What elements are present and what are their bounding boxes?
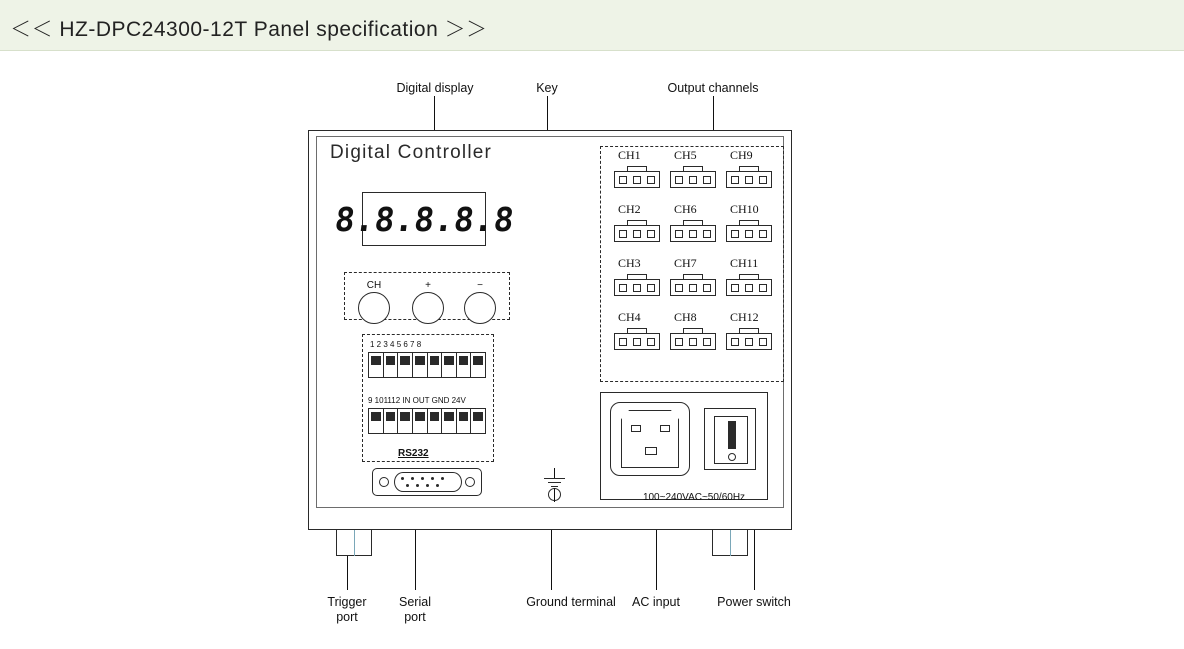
display-digits: 8.8.8.8.8	[332, 199, 516, 239]
power-switch-rocker-housing	[714, 416, 748, 464]
connector-pin	[689, 230, 697, 238]
connector-pin	[745, 338, 753, 346]
key-label-ch: CH	[366, 280, 382, 291]
ac-slot-earth	[645, 447, 657, 455]
channel-label-ch3: CH3	[618, 256, 641, 270]
connector-pin	[633, 284, 641, 292]
dip-cell[interactable]	[471, 409, 485, 433]
channel-connector-ch10[interactable]	[726, 220, 772, 242]
dip-cell[interactable]	[413, 353, 428, 377]
key-button-plus[interactable]	[412, 292, 444, 324]
db9-pin	[411, 477, 414, 480]
channel-label-ch6: CH6	[674, 202, 697, 216]
connector-pin	[633, 176, 641, 184]
connector-pin	[731, 230, 739, 238]
connector-pin	[619, 176, 627, 184]
header-bar	[0, 0, 1184, 51]
channel-label-ch7: CH7	[674, 256, 697, 270]
connector-pin	[647, 284, 655, 292]
dip-cell[interactable]	[471, 353, 485, 377]
serial-port-db9[interactable]	[372, 466, 482, 498]
channel-connector-ch1[interactable]	[614, 166, 660, 188]
dip-cell[interactable]	[457, 409, 472, 433]
channel-connector-ch3[interactable]	[614, 274, 660, 296]
dip-cell[interactable]	[384, 409, 399, 433]
dip-cell[interactable]	[398, 409, 413, 433]
channel-label-ch4: CH4	[618, 310, 641, 324]
db9-screw-left-icon	[379, 477, 389, 487]
dip-switch-top[interactable]	[368, 352, 486, 378]
dip-top-numbers: 1 2 3 4 5 6 7 8	[370, 340, 422, 349]
channel-label-ch2: CH2	[618, 202, 641, 216]
ground-terminal-icon	[540, 468, 570, 502]
channel-connector-ch2[interactable]	[614, 220, 660, 242]
connector-pin	[703, 176, 711, 184]
key-label-plus: +	[425, 280, 431, 291]
db9-pin	[426, 484, 429, 487]
dip-cell[interactable]	[428, 353, 443, 377]
dip-cell[interactable]	[442, 353, 457, 377]
db9-pin	[436, 484, 439, 487]
db9-pin	[431, 477, 434, 480]
key-button-minus[interactable]	[464, 292, 496, 324]
connector-pin	[759, 338, 767, 346]
connector-pin	[745, 284, 753, 292]
channel-connector-ch7[interactable]	[670, 274, 716, 296]
ground-stem-lower	[554, 488, 555, 502]
callout-trigger-port-line2: port	[336, 610, 358, 624]
db9-shell	[394, 472, 462, 492]
channel-connector-ch12[interactable]	[726, 328, 772, 350]
callout-key: Key	[536, 81, 558, 95]
connector-pin	[689, 176, 697, 184]
connector-pin	[689, 284, 697, 292]
ac-inlet-face	[621, 410, 679, 468]
device-base-strip	[308, 520, 792, 530]
power-switch-rocker[interactable]	[728, 421, 736, 449]
connector-pin	[619, 284, 627, 292]
callout-output-channels: Output channels	[667, 81, 759, 95]
power-switch-off-indicator	[728, 453, 736, 461]
dip-switch-bottom[interactable]	[368, 408, 486, 434]
connector-pin	[675, 338, 683, 346]
ac-rating-label: 100~240VAC~50/60Hz	[642, 492, 746, 503]
rs232-label: RS232	[398, 448, 429, 459]
callout-ac-input: AC input	[632, 595, 680, 609]
channel-label-ch5: CH5	[674, 148, 697, 162]
channel-label-ch12: CH12	[730, 310, 759, 324]
digital-display	[332, 192, 516, 246]
connector-pin	[731, 338, 739, 346]
ground-bar-1	[544, 478, 565, 479]
connector-pin	[647, 230, 655, 238]
connector-pin	[689, 338, 697, 346]
connector-pin	[633, 338, 641, 346]
dip-cell[interactable]	[457, 353, 472, 377]
device-foot-right-seam	[730, 530, 731, 556]
db9-pin	[441, 477, 444, 480]
connector-pin	[633, 230, 641, 238]
callout-serial-port-line2: port	[404, 610, 426, 624]
channel-connector-ch4[interactable]	[614, 328, 660, 350]
dip-cell[interactable]	[369, 353, 384, 377]
channel-connector-ch6[interactable]	[670, 220, 716, 242]
channel-connector-ch5[interactable]	[670, 166, 716, 188]
connector-pin	[619, 338, 627, 346]
db9-pin	[416, 484, 419, 487]
callout-power-switch: Power switch	[717, 595, 791, 609]
channel-connector-ch11[interactable]	[726, 274, 772, 296]
channel-label-ch8: CH8	[674, 310, 697, 324]
ac-slot-neutral	[660, 425, 670, 432]
connector-pin	[731, 284, 739, 292]
connector-pin	[675, 230, 683, 238]
connector-pin	[675, 284, 683, 292]
dip-cell[interactable]	[413, 409, 428, 433]
dip-cell[interactable]	[442, 409, 457, 433]
channel-connector-ch9[interactable]	[726, 166, 772, 188]
device-foot-left-seam	[354, 530, 355, 556]
callout-serial-port-line1: Serial	[399, 595, 431, 609]
connector-pin	[703, 284, 711, 292]
channel-label-ch9: CH9	[730, 148, 753, 162]
connector-pin	[745, 230, 753, 238]
key-button-ch[interactable]	[358, 292, 390, 324]
callout-trigger-port-line1: Trigger	[327, 595, 367, 609]
connector-pin	[745, 176, 753, 184]
dip-cell[interactable]	[384, 353, 399, 377]
connector-pin	[759, 284, 767, 292]
ground-stem	[554, 468, 555, 478]
ground-bar-2	[548, 482, 561, 483]
connector-pin	[647, 338, 655, 346]
channel-label-ch1: CH1	[618, 148, 641, 162]
channel-label-ch11: CH11	[730, 256, 759, 270]
db9-pin	[421, 477, 424, 480]
db9-pin	[401, 477, 404, 480]
channel-connector-ch8[interactable]	[670, 328, 716, 350]
connector-pin	[703, 230, 711, 238]
callout-digital-display: Digital display	[396, 81, 474, 95]
dip-cell[interactable]	[428, 409, 443, 433]
ac-slot-line	[631, 425, 641, 432]
connector-pin	[675, 176, 683, 184]
dip-cell[interactable]	[398, 353, 413, 377]
key-label-minus: −	[477, 280, 483, 291]
channel-label-ch10: CH10	[730, 202, 759, 216]
connector-pin	[731, 176, 739, 184]
controller-device	[308, 130, 792, 522]
callout-ground-terminal: Ground terminal	[526, 595, 616, 609]
connector-pin	[759, 176, 767, 184]
connector-pin	[703, 338, 711, 346]
connector-pin	[619, 230, 627, 238]
brand-label: Digital Controller	[330, 142, 493, 163]
dip-cell[interactable]	[369, 409, 384, 433]
connector-pin	[759, 230, 767, 238]
connector-pin	[647, 176, 655, 184]
dip-bottom-numbers: 9 101112 IN OUT GND 24V	[368, 396, 466, 405]
page-title: ＜＜ HZ-DPC24300-12T Panel specification ＞＞	[10, 18, 488, 41]
power-switch[interactable]	[704, 408, 756, 470]
db9-pin	[406, 484, 409, 487]
db9-screw-right-icon	[465, 477, 475, 487]
